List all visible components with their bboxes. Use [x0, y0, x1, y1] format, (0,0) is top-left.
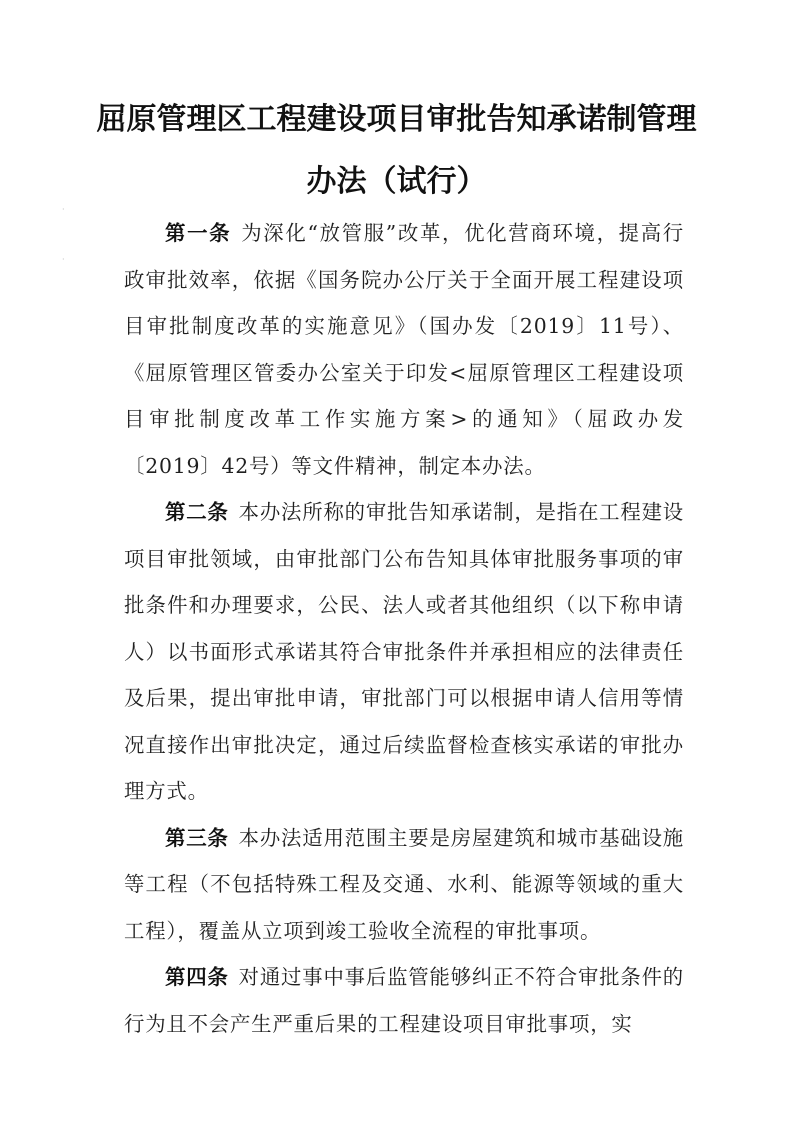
- document-title-line-1: 屈原管理区工程建设项目审批告知承诺制管理: [96, 102, 697, 137]
- scan-dot: ·: [62, 255, 65, 264]
- article-4: [124, 954, 684, 1047]
- article-text: 本办法所称的审批告知承诺制，是指在工程建设项目审批领域，由审批部门公布告知具体审批服务事项的审批条件和办理要求，公民、法人或者其他组织（以下称申请人）以书面形式承诺其符合审批条件并承担相应的法律责任及后果，提出审批申请，审批部门可以根据申请人信用等情况直接作出审批决定，通过后续监督检查核实承诺的审批办理方式。: [124, 500, 684, 803]
- article-text: 对通过事中事后监管能够纠正不符合审批条件的行为且不会产生严重后果的工程建设项目审批事项，实: [124, 965, 684, 1036]
- article-2: [124, 489, 684, 815]
- article-3: [124, 815, 684, 955]
- article-number: 第四条: [165, 965, 229, 989]
- document-title-line-2: 办法（试行）: [306, 164, 487, 199]
- article-number: 第一条: [165, 221, 232, 245]
- document-body: [124, 210, 684, 1047]
- article-number: 第二条: [165, 500, 229, 524]
- article-number: 第三条: [165, 825, 229, 850]
- article-text: 为深化“放管服”改革，优化营商环境，提高行政审批效率，依据《国务院办公厅关于全面开展工程建设项目审批制度改革的实施意见》（国办发〔2019〕11号）、《屈原管理区管委办公室关于印发<屈原管理区工程建设项目审批制度改革工作实施方案>的通知》（屈政办发〔2019〕42号）等文件精神，制定本办法。: [124, 221, 684, 478]
- article-text: 本办法适用范围主要是房屋建筑和城市基础设施等工程（不包括特殊工程及交通、水利、能源等领域的重大工程），覆盖从立项到竣工验收全流程的审批事项。: [124, 825, 684, 943]
- article-1: [124, 210, 684, 489]
- scan-dot: ·: [62, 205, 65, 214]
